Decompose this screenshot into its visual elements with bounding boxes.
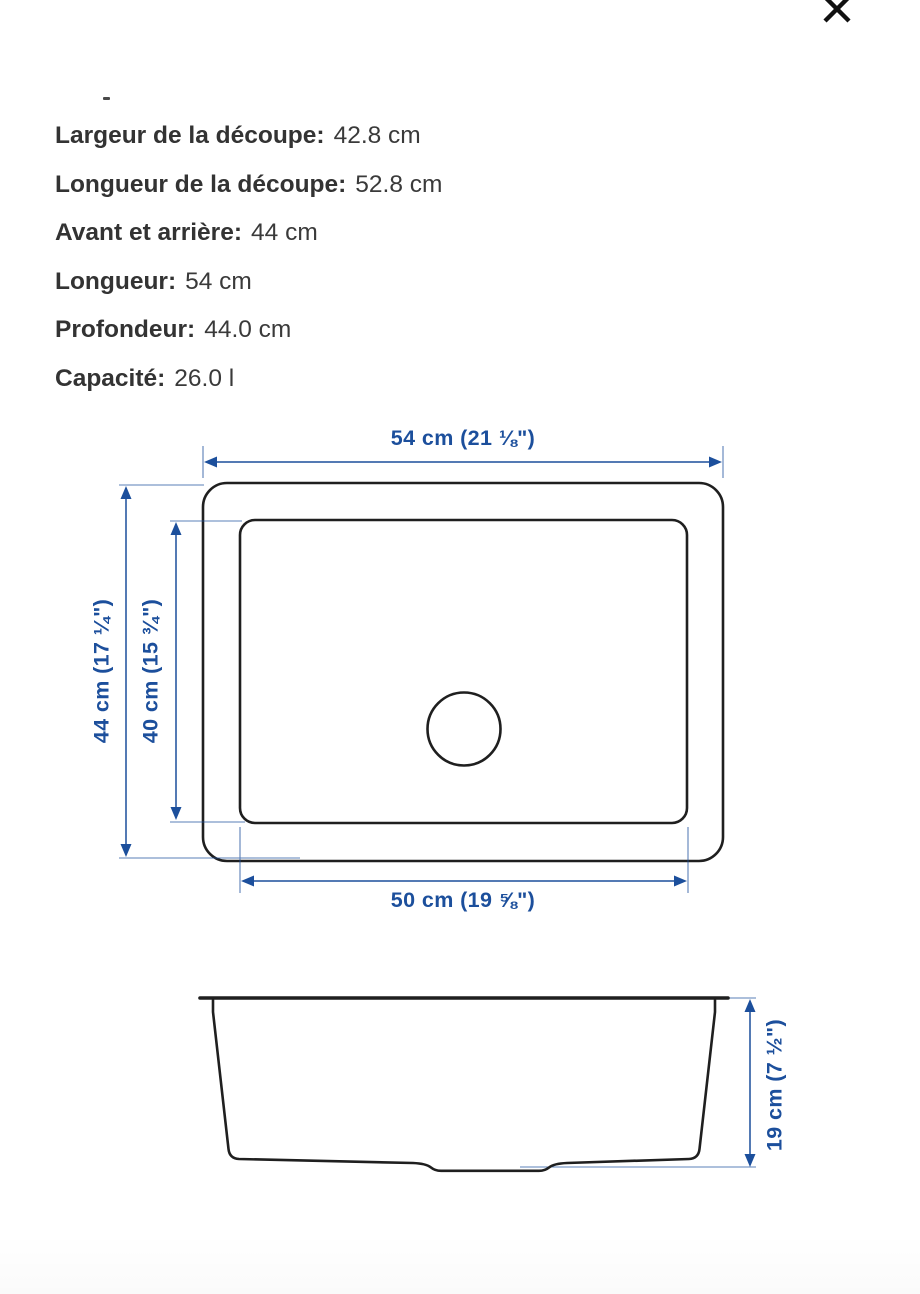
dim-label-side-depth: 19 cm (7 ½") — [762, 1018, 787, 1152]
measurement-value: 26.0 l — [174, 364, 235, 392]
drain-circle — [428, 693, 501, 766]
measurement-value: 44 cm — [251, 219, 318, 246]
measurement-value: 54 cm — [185, 267, 252, 295]
measurement-label: Capacité: — [55, 364, 166, 392]
extension-lines — [119, 446, 756, 1167]
sink-basin-rect — [240, 520, 687, 823]
dimension-lines — [126, 462, 750, 1156]
dim-label-basin-height: 40 cm (15 ¾") — [138, 598, 163, 744]
measurement-value: 52.8 cm — [355, 170, 443, 198]
dim-label-outer-height: 44 cm (17 ¼") — [89, 598, 114, 744]
sink-profile-path — [213, 1000, 715, 1171]
dim-label-top-width: 54 cm (21 ⅛") — [390, 426, 536, 450]
measurement-label: Largeur de la découpe: — [55, 122, 325, 149]
top-view-outline — [203, 483, 723, 861]
measurement-label: Profondeur: — [55, 316, 196, 343]
measurement-value: 44.0 cm — [204, 316, 292, 343]
sink-outer-rect — [203, 483, 723, 861]
measurement-label: Longueur de la découpe: — [55, 170, 347, 198]
dim-label-basin-width: 50 cm (19 ⅝") — [390, 888, 536, 912]
measurement-label: Longueur: — [55, 267, 177, 295]
side-view-outline — [200, 998, 728, 1171]
dimension-arrowheads — [121, 457, 756, 1168]
measurement-label: Avant et arrière: — [55, 219, 243, 246]
measurement-value: 42.8 cm — [333, 122, 421, 149]
